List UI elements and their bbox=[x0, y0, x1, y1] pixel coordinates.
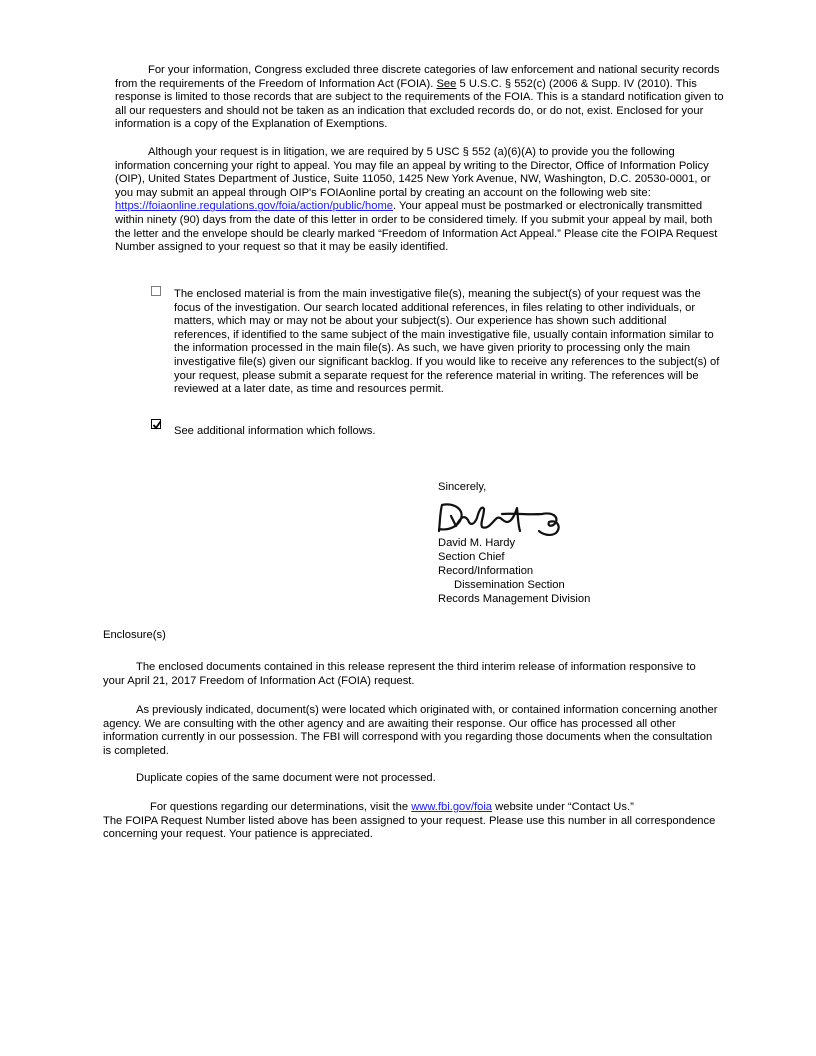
questions-tail: website under “Contact Us.” bbox=[495, 801, 634, 813]
signer-division: Records Management Division bbox=[438, 593, 591, 605]
questions-rest: The FOIPA Request Number listed above has been assigned to your request. Please use this number in all correspondence concerning your request. Your patience is appreciated. bbox=[103, 814, 716, 841]
closing-sincerely: Sincerely, bbox=[438, 481, 487, 493]
main-file-checkbox[interactable] bbox=[151, 286, 161, 296]
appeal-rights-paragraph bbox=[115, 146, 727, 255]
signer-title: Section Chief bbox=[438, 551, 505, 563]
questions-paragraph bbox=[103, 801, 723, 842]
appeal-rights-lead: Although your request is in litigation, we are required by 5 USC § 552 (a)(6)(A) to provide you the following information concerning your right to appeal. You may file an appeal by writing to the Director, Office of Information Policy (OIP), United States Department of Justice, Suite 11050, 1425 New York Avenue, NW, Washington, D.C. 20530-0001, or you may submit an appeal through OIP's FOIAonline portal by creating an account on the following web site: bbox=[115, 146, 711, 199]
see-reference: See bbox=[436, 77, 457, 90]
signer-title-line3: Dissemination Section bbox=[454, 579, 565, 591]
foiaonline-link[interactable]: https://foiaonline.regulations.gov/foia/action/public/home bbox=[115, 200, 393, 213]
appeal-rights-rest: . Your appeal must be postmarked or electronically transmitted within ninety (90) days from the date of this letter in order to be considered timely. If you submit your appeal by mail, both the letter and the envelope should be clearly marked “Freedom of Information Act Appeal.” Please cite the FOIPA Request Number assigned to your request so that it may be easily identified. bbox=[115, 200, 718, 254]
fbi-foia-link[interactable]: www.fbi.gov/foia bbox=[411, 801, 493, 813]
duplicate-copies-paragraph: Duplicate copies of the same document were not processed. bbox=[136, 772, 436, 784]
exclusion-notice-lead: For your information, Congress excluded three discrete categories of law enforcement and national security records from the requirements of the Freedom of Information Act (FOIA). bbox=[115, 64, 720, 90]
exclusion-notice-paragraph bbox=[115, 64, 727, 132]
signer-title-line2: Record/Information bbox=[438, 565, 534, 577]
signer-name: David M. Hardy bbox=[438, 537, 516, 549]
checkmark-icon bbox=[152, 420, 162, 430]
questions-first-line bbox=[103, 801, 723, 815]
questions-lead: For questions regarding our determinations, visit the bbox=[150, 801, 409, 813]
additional-info-checkbox-text: See additional information which follows. bbox=[174, 425, 376, 437]
handwritten-signature bbox=[436, 500, 566, 538]
additional-info-checkbox[interactable] bbox=[151, 419, 161, 429]
exclusion-notice-rest: 5 U.S.C. § 552(c) (2006 & Supp. IV (2010). This response is limited to those records that are subject to the requirements of the FOIA. This is a standard notification given to all our requesters and should not be taken as an indication that excluded records do, or do not, exist. Enclosed for your information is a copy of the Explanation of Exemptions. bbox=[115, 77, 724, 131]
consultation-paragraph: As previously indicated, document(s) were located which originated with, or contained information concerning another agency. We are consulting with the other agency and are awaiting their response. Our office has processed all other information currently in our possession. The FBI will correspond with you regarding those documents when the consultation is completed. bbox=[103, 704, 718, 757]
main-file-checkbox-text: The enclosed material is from the main investigative file(s), meaning the subject(s) of your request was the focus of the investigation. Our search located additional references, in files relating to other individuals, or matters, which may or may not be about your subject(s). Our experience has shown such additional references, if identified to the same subject of the main investigative file, usually contain information similar to the information processed in the main file(s). As such, we have given priority to processing only the main investigative file(s) given our significant backlog. If you would like to receive any references to the subject(s) of your request, please submit a separate request for the reference material in writing. The references will be reviewed at a later date, as time and resources permit. bbox=[174, 288, 720, 396]
enclosure-label: Enclosure(s) bbox=[103, 629, 166, 641]
interim-release-paragraph: The enclosed documents contained in this release represent the third interim release of information responsive to your April 21, 2017 Freedom of Information Act (FOIA) request. bbox=[103, 661, 696, 687]
